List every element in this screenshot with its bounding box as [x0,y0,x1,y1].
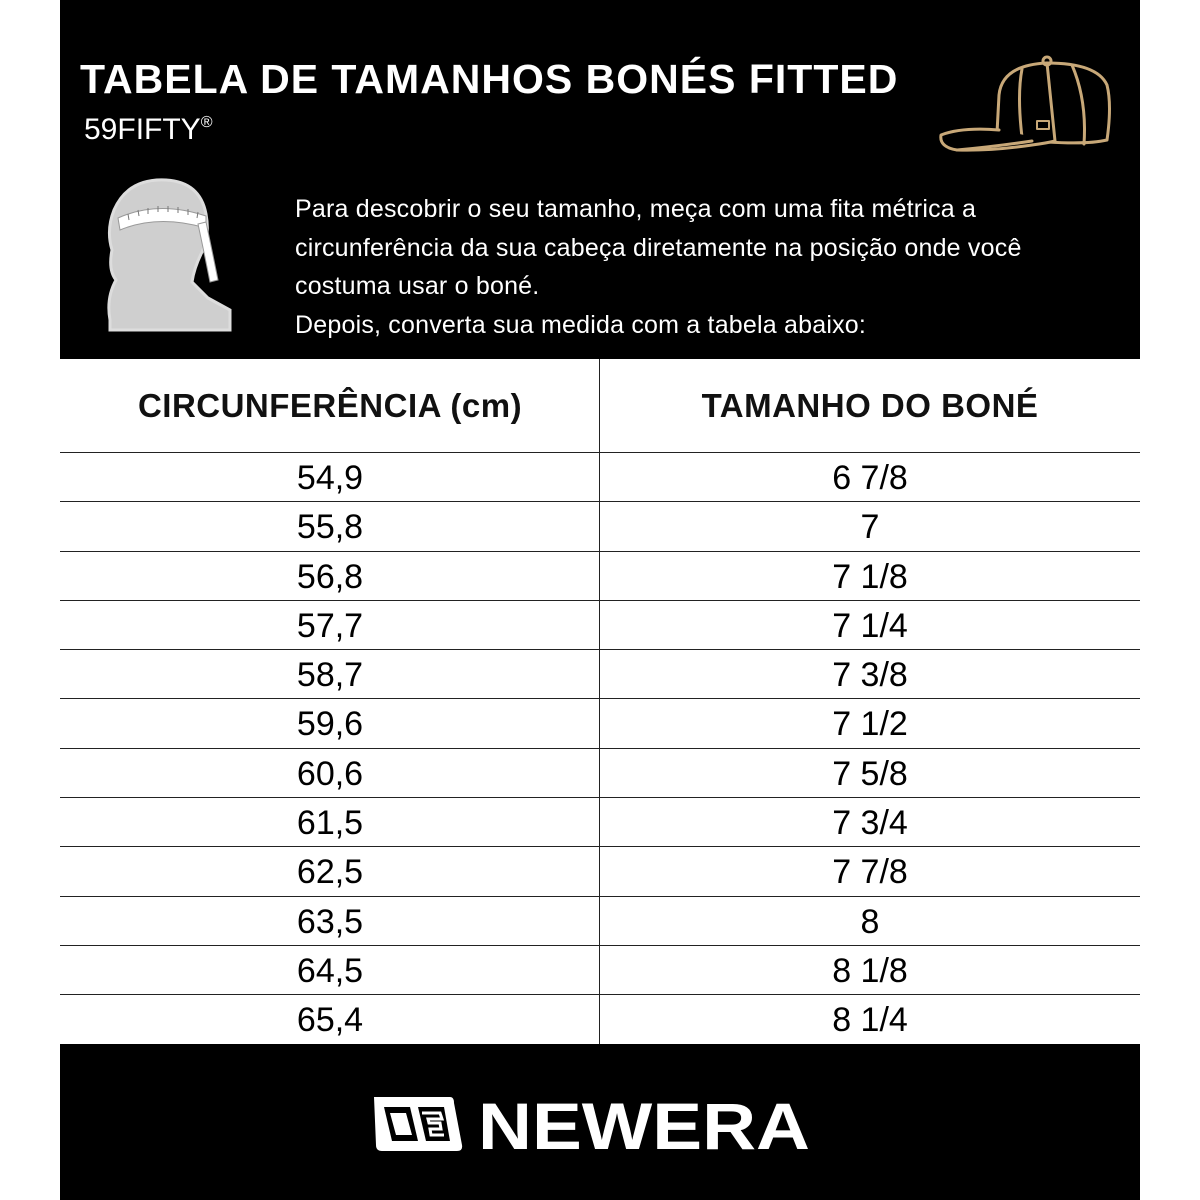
instruction-line: Depois, converta sua medida com a tabela abaixo: [295,310,867,339]
instruction-line: costuma usar o boné. [295,272,540,300]
circumference-cell: 61,5 [296,804,364,843]
table-row [60,798,1140,847]
circumference-cell: 65,4 [296,1001,364,1040]
cap-size-cell: 7 1/4 [832,606,908,645]
table-body [60,453,1140,1045]
registered-mark: ® [200,114,213,131]
table-row [60,502,1140,551]
table-row [60,453,1140,502]
circumference-cell: 54,9 [296,459,364,497]
cap-size-cell: 7 5/8 [832,754,908,793]
footer-panel [60,1044,1140,1200]
circumference-cell: 58,7 [296,656,364,695]
table-row [60,946,1140,995]
cap-size-cell: 8 1/4 [832,1001,908,1040]
circumference-cell: 60,6 [296,754,364,793]
circumference-cell: 55,8 [296,508,364,547]
cap-size-cell: 7 7/8 [832,853,908,892]
brand-wordmark: NEWERA [478,1089,810,1157]
size-table [60,359,1140,1044]
new-era-flag-icon [374,1097,462,1151]
column-header-cap-size: TAMANHO DO BONÉ [701,387,1039,424]
table-row [60,601,1140,650]
header-panel [60,0,1140,359]
circumference-cell: 57,7 [296,606,364,645]
cap-size-cell: 8 1/8 [832,951,908,990]
cap-size-cell: 7 3/8 [832,656,908,695]
cap-size-cell: 7 1/8 [832,557,908,596]
cap-size-cell: 7 [860,508,880,547]
table-row [60,650,1140,699]
table-row [60,897,1140,946]
page-title: TABELA DE TAMANHOS BONÉS FITTED [80,56,899,102]
cap-icon [937,55,1117,160]
measure-instructions [295,190,1135,344]
table-row [60,995,1140,1044]
head-measure-icon [98,170,238,340]
circumference-cell: 64,5 [296,951,364,990]
circumference-cell: 63,5 [296,902,364,941]
column-header-circumference: CIRCUNFERÊNCIA (cm) [137,387,523,424]
cap-size-cell: 6 7/8 [832,459,908,497]
table-row [60,552,1140,601]
instruction-line: circunferência da sua cabeça diretamente na posição onde você [295,233,1022,262]
table-row [60,847,1140,896]
model-name: 59FIFTY [84,113,201,146]
model-subtitle [84,113,213,147]
cap-size-cell: 8 [860,902,880,941]
instruction-line: Para descobrir o seu tamanho, meça com uma fita métrica a [295,195,977,223]
table-row [60,749,1140,798]
new-era-logo [370,1089,820,1157]
circumference-cell: 59,6 [296,705,364,744]
table-row [60,699,1140,748]
circumference-cell: 62,5 [296,853,364,892]
circumference-cell: 56,8 [296,557,364,596]
cap-size-cell: 7 1/2 [832,705,908,744]
cap-size-cell: 7 3/4 [832,804,908,843]
